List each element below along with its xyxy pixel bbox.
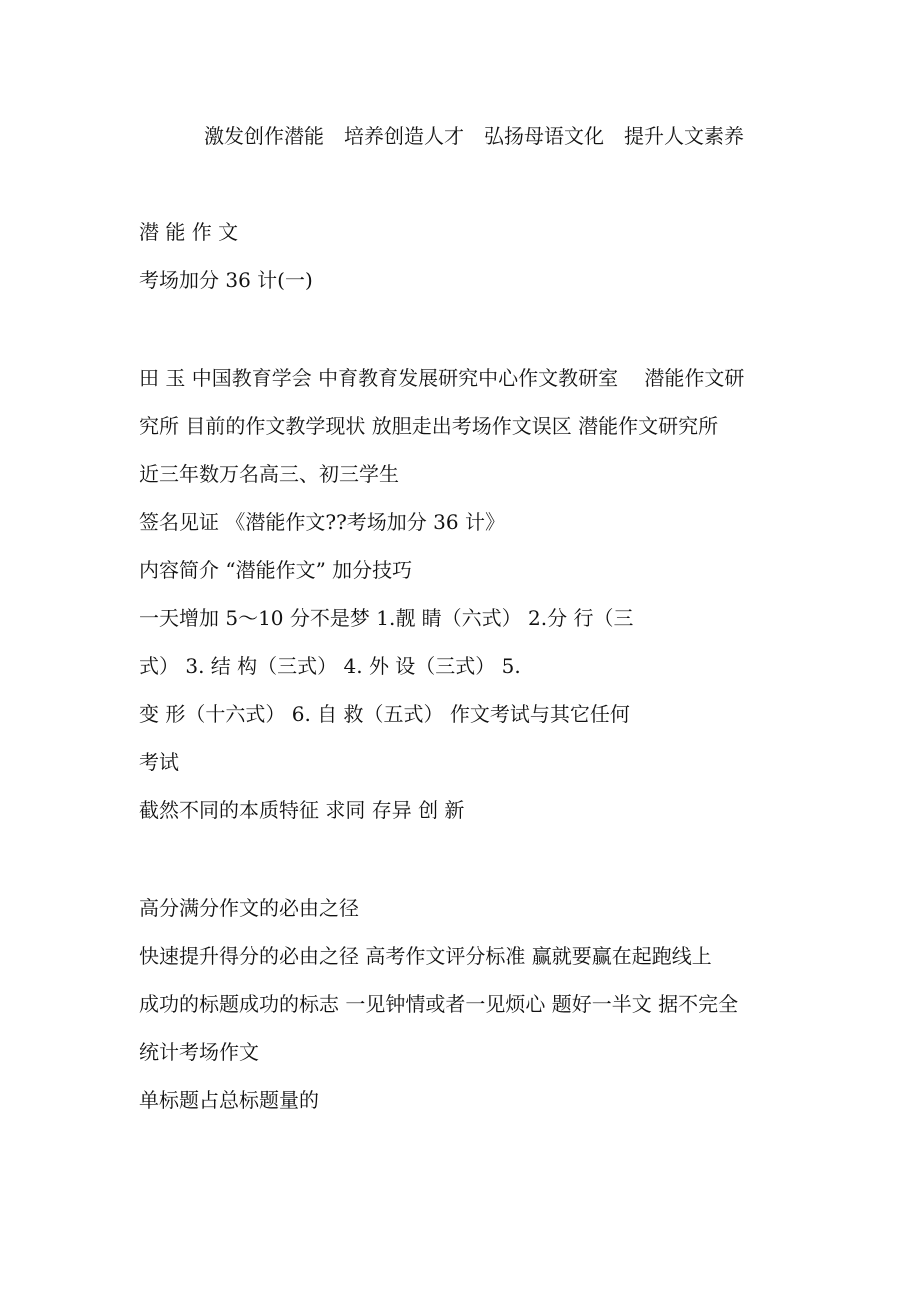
document-title: 潜 能 作 文 xyxy=(139,220,239,244)
body-line: 近三年数万名高三、初三学生 xyxy=(139,462,399,486)
body-line: 单标题占总标题量的 xyxy=(139,1088,319,1112)
body-line: 内容简介 “潜能作文” 加分技巧 xyxy=(139,558,413,582)
body-line: 式） 3. 结 构（三式） 4. 外 设（三式） 5. xyxy=(139,654,521,678)
body-line: 田 玉 中国教育学会 中育教育发展研究中心作文教研室 潜能作文研 xyxy=(139,366,745,390)
body-line: 高分满分作文的必由之径 xyxy=(139,896,359,920)
body-line: 考试 xyxy=(139,750,179,774)
body-line: 变 形（十六式） 6. 自 救（五式） 作文考试与其它任何 xyxy=(139,702,630,726)
body-line: 成功的标题成功的标志 一见钟情或者一见烦心 题好一半文 据不完全 xyxy=(139,992,739,1016)
document-subtitle: 考场加分 36 计(一) xyxy=(139,268,313,292)
body-line: 快速提升得分的必由之径 高考作文评分标准 赢就要赢在起跑线上 xyxy=(139,944,712,968)
body-line: 统计考场作文 xyxy=(139,1040,259,1064)
body-line: 截然不同的本质特征 求同 存异 创 新 xyxy=(139,798,465,822)
body-line: 究所 目前的作文教学现状 放胆走出考场作文误区 潜能作文研究所 xyxy=(139,414,719,438)
body-line: 签名见证 《潜能作文??考场加分 36 计》 xyxy=(139,510,505,534)
page-header-slogan: 激发创作潜能 培养创造人才 弘扬母语文化 提升人文素养 xyxy=(204,124,744,148)
body-line: 一天增加 5～10 分不是梦 1.靓 睛（六式） 2.分 行（三 xyxy=(139,606,634,630)
